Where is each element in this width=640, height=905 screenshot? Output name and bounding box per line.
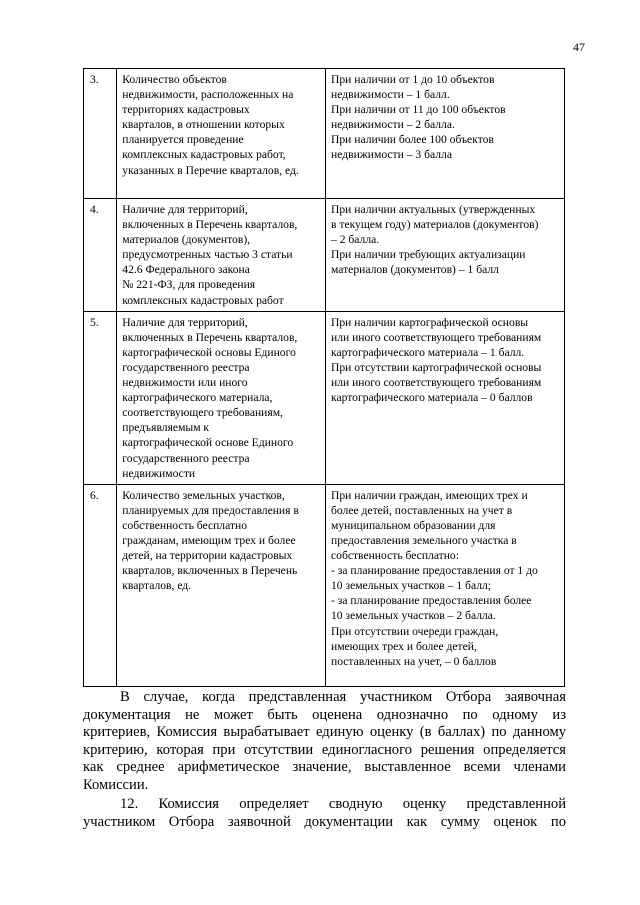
score-line: или иного соответствующего требованиям [331,376,542,390]
criterion-line: № 221-ФЗ, для проведения [122,278,256,292]
criterion-line: планируется проведение [122,133,244,147]
criterion-line: гражданам, имеющим трех и более [122,533,296,547]
row-number: 4. [84,199,117,312]
criterion-cell [117,484,326,686]
page-number: 47 [573,40,585,54]
criterion-line: недвижимости [122,466,196,480]
table-row [84,199,565,312]
criterion-line: картографического материала, [122,391,273,405]
score-line: собственность бесплатно: [331,549,459,563]
paragraph-line: критериев, Комиссия вырабатывает единую оценку (в баллах) по данному [83,724,566,741]
paragraph-line: участником Отбора заявочной документации как сумму оценок по [83,813,566,830]
score-cell [326,484,565,686]
score-line: картографического материала – 1 балл. [331,345,525,359]
criterion-line: кварталов, в отношении которых [122,118,285,132]
score-line: имеющих трех и более детей, [331,639,477,653]
table-row [84,69,565,199]
paragraph-evaluation-rule [83,689,566,795]
paragraph-12 [83,796,566,831]
criterion-line: комплексных кадастровых работ [122,293,284,307]
criterion-line: кварталов, ед. [122,579,192,593]
criterion-line: комплексных кадастровых работ, [122,148,286,162]
criterion-line: предъявляемым к [122,421,210,435]
criterion-line: планируемых для предоставления в [122,503,299,517]
criterion-line: детей, на территории кадастровых [122,549,293,563]
criterion-line: Наличие для территорий, [122,203,248,216]
criterion-cell [117,69,326,199]
criterion-line: материалов (документов), [122,233,251,247]
criterion-line: картографической основы Единого [122,345,296,359]
table-row [84,484,565,686]
score-line: недвижимости – 2 балла. [331,118,455,132]
score-line: муниципальном образовании для [331,518,496,532]
criterion-line: включенных в Перечень кварталов, [122,330,298,344]
score-line: При наличии картографической основы [331,315,529,329]
score-line: - за планирование предоставления от 1 до [331,564,538,578]
criterion-line: кварталов, включенных в Перечень [122,564,298,578]
criterion-line: картографической основе Единого [122,436,294,450]
criterion-line: государственного реестра [122,360,250,374]
criterion-line: недвижимости или иного [122,376,248,390]
score-cell [326,311,565,484]
score-line: При отсутствии очереди граждан, [331,624,499,638]
criterion-line: предусмотренных частью 3 статьи [122,248,293,262]
score-cell [326,69,565,199]
score-line: или иного соответствующего требованиям [331,330,542,344]
row-number: 5. [84,311,117,484]
paragraph-line: документация не может быть оценена однозначно по одному из [83,706,566,723]
score-line: поставленных на учет, – 0 баллов [331,654,497,668]
score-line: – 2 балла. [331,233,380,247]
paragraph-line: критерию, которая при отсутствии единогласного решения определяется [83,741,566,758]
score-line: более детей, поставленных на учет в [331,503,513,517]
score-line: При наличии от 1 до 10 объектов [331,73,495,86]
score-line: картографического материала – 0 баллов [331,391,533,405]
criterion-line: недвижимости, расположенных на [122,88,294,102]
paragraph-line: как среднее арифметическое значение, выставленное всеми членами [83,759,566,776]
score-line: недвижимости – 1 балл. [331,88,450,102]
criterion-line: собственность бесплатно [122,518,247,532]
paragraph-line: Комиссии. [83,776,149,793]
score-line: 10 земельных участков – 1 балл; [331,579,491,593]
criterion-line: территориях кадастровых [122,103,250,117]
criterion-cell [117,199,326,312]
score-line: недвижимости – 3 балла [331,148,452,162]
score-line: При наличии актуальных (утвержденных [331,203,536,216]
row-number: 6. [84,484,117,686]
criterion-line: 42.6 Федерального закона [122,263,250,277]
table-row [84,311,565,484]
score-line: - за планирование предоставления более [331,594,532,608]
score-line: При наличии граждан, имеющих трех и [331,488,528,502]
score-line: При наличии требующих актуализации [331,248,526,262]
score-line: в текущем году) материалов (документов) [331,218,539,232]
criterion-line: указанных в Перечне кварталов, ед. [122,163,299,177]
paragraph-line: В случае, когда представленная участником Отбора заявочная [120,689,566,705]
score-line: При отсутствии картографической основы [331,360,542,374]
criterion-line: Наличие для территорий, [122,315,248,329]
criterion-line: Количество объектов [122,73,227,86]
score-cell [326,199,565,312]
score-line: 10 земельных участков – 2 балла. [331,609,496,623]
score-line: При наличии более 100 объектов [331,133,494,147]
score-line: При наличии от 11 до 100 объектов [331,103,506,117]
criterion-cell [117,311,326,484]
paragraph-line: 12. Комиссия определяет сводную оценку представленной [120,796,566,812]
score-line: материалов (документов) – 1 балл [331,263,499,277]
score-line: предоставления земельного участка в [331,533,517,547]
criterion-line: Количество земельных участков, [122,488,285,502]
criterion-line: включенных в Перечень кварталов, [122,218,298,232]
criteria-table [83,68,565,687]
criterion-line: государственного реестра [122,451,250,465]
row-number: 3. [84,69,117,199]
criterion-line: соответствующего требованиям, [122,406,283,420]
